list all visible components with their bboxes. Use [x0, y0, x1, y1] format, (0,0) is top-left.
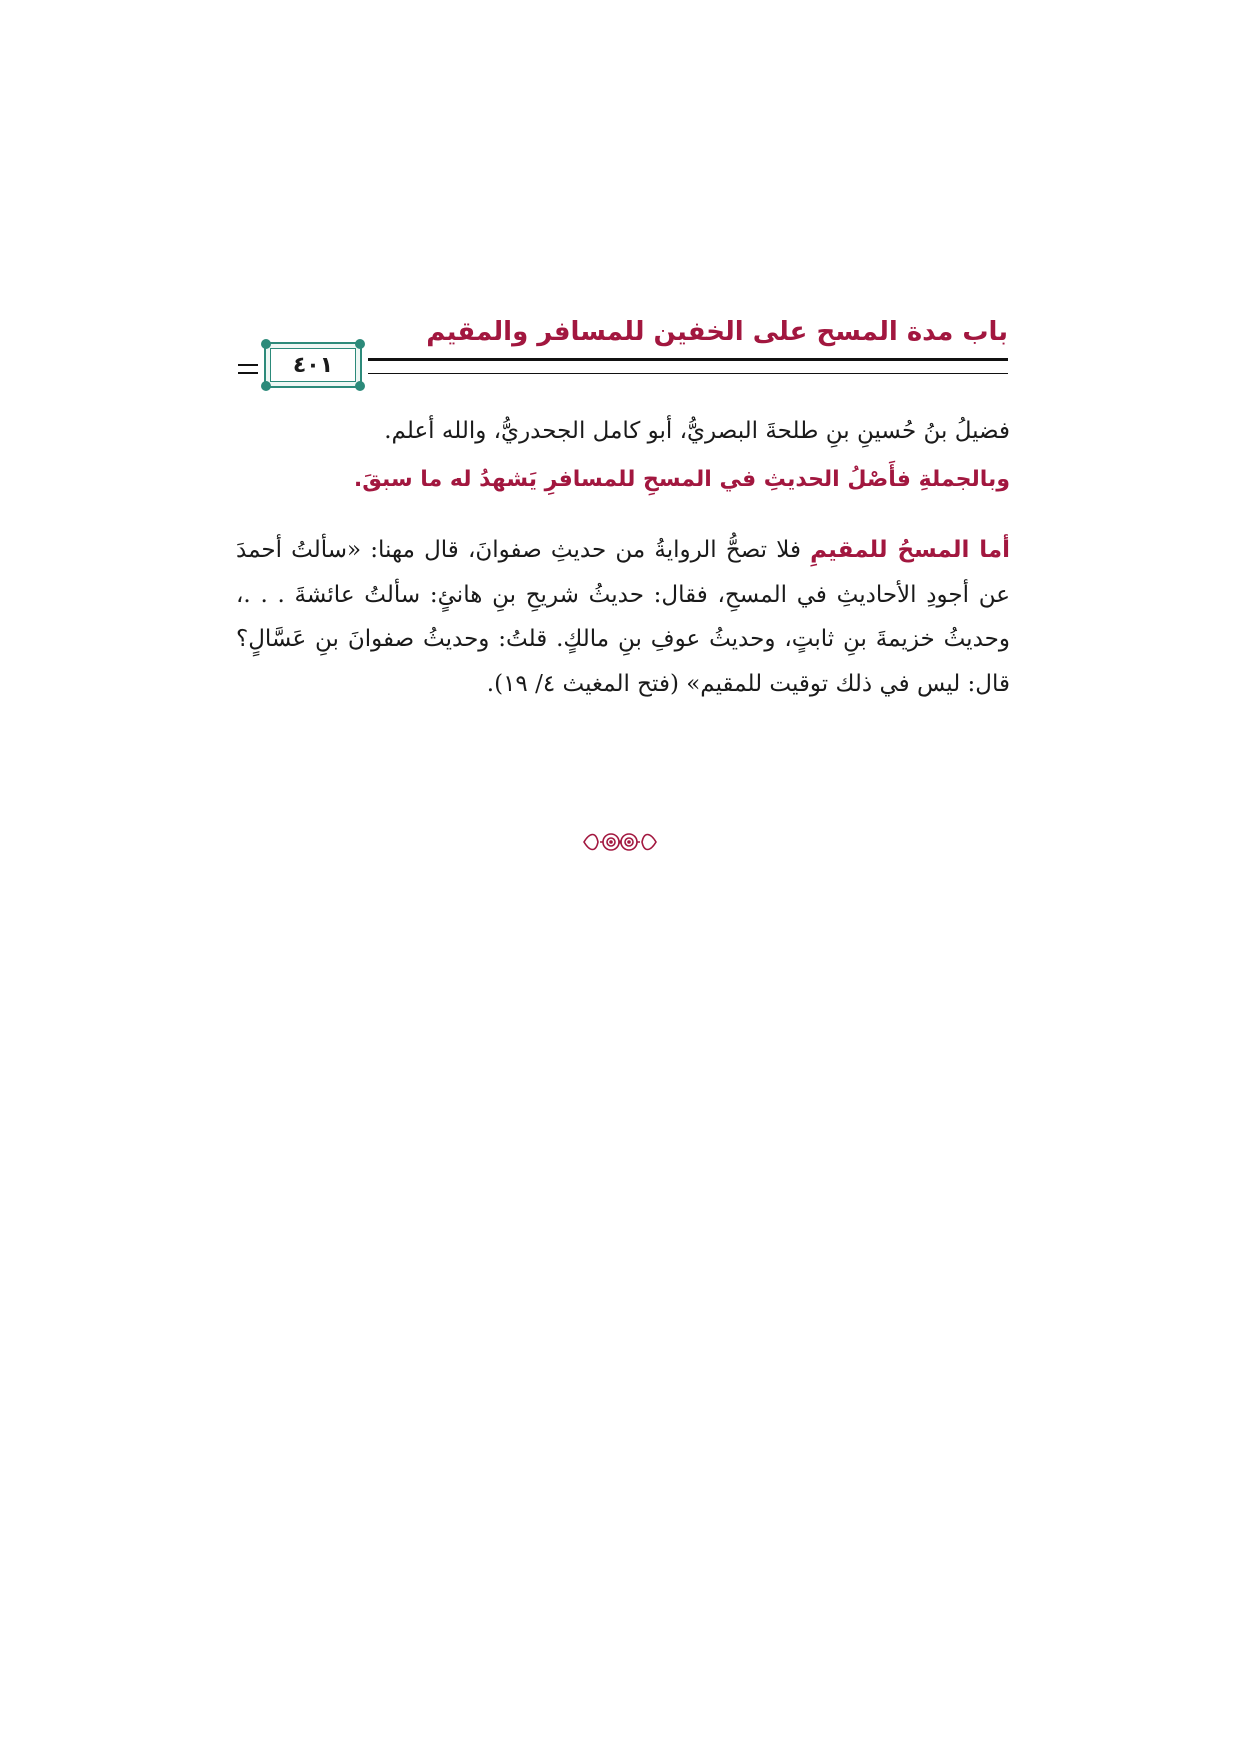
- frame-corner-icon: [261, 339, 271, 349]
- chapter-title: باب مدة المسح على الخفين للمسافر والمقيم: [426, 317, 1008, 347]
- paragraph-1: فضيلُ بنُ حُسينِ بنِ طلحةَ البصريُّ، أبو كامل الجحدريُّ، والله أعلم.: [384, 418, 1010, 444]
- page-number-frame: [264, 342, 362, 388]
- frame-corner-icon: [355, 339, 365, 349]
- floral-divider-icon: [580, 826, 660, 858]
- page-number-frame-inner: [270, 348, 356, 382]
- highlighted-statement: وبالجملةِ فأَصْلُ الحديثِ في المسحِ للمسافرِ يَشهدُ له ما سبقَ.: [353, 467, 1010, 492]
- page-number: ٤٠١: [292, 353, 334, 378]
- page-header: [238, 312, 1008, 394]
- header-rule-left: [238, 364, 258, 374]
- paragraph-3: [236, 528, 1010, 706]
- paragraph-lead-in: أما المسحُ للمقيمِ: [810, 537, 1010, 563]
- paragraph-2: [236, 458, 1010, 501]
- paragraph-3-text: فلا تصحُّ الروايةُ من حديثِ صفوانَ، قال مهنا: «سألتُ أحمدَ عن أجودِ الأحاديثِ في المسحِ، فقال: حديثُ شريحِ بنِ هانئٍ: سألتُ عائشةَ . . .، وحديثُ خزيمةَ بنِ ثابتٍ، وحديثُ عوفِ بنِ مالكٍ. قلتُ: وحديثُ صفوانَ بنِ عَسَّالٍ؟ قال: ليس في ذلك توقيت للمقيم» (فتح المغيث ٤/ ١٩).: [236, 537, 1010, 697]
- frame-corner-icon: [355, 381, 365, 391]
- header-rule: [368, 358, 1008, 374]
- frame-corner-icon: [261, 381, 271, 391]
